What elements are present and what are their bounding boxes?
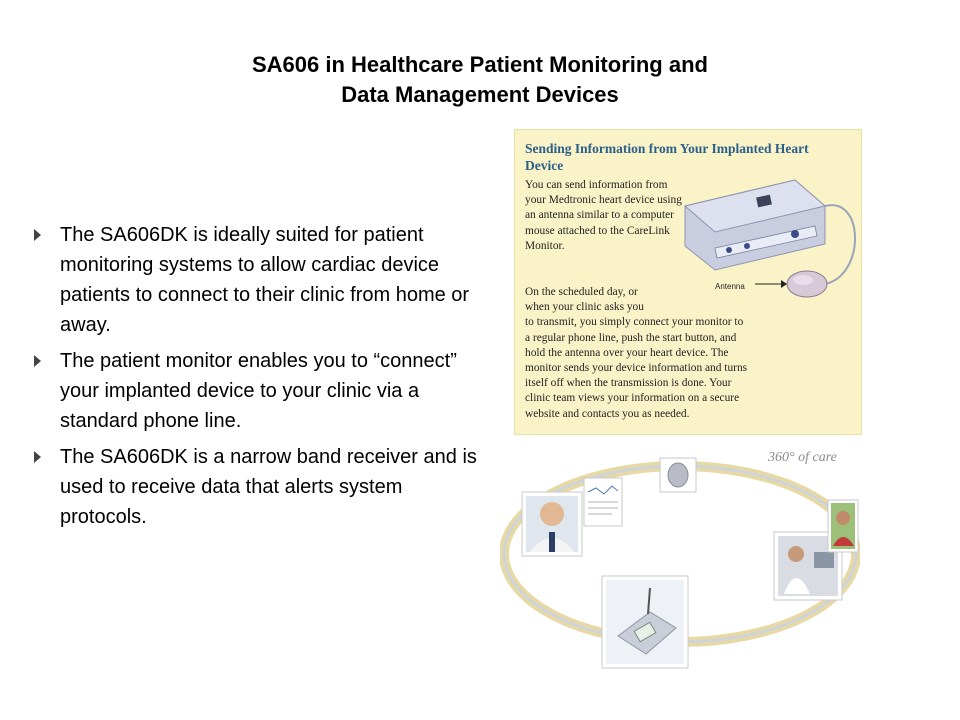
panel-line: monitor sends your device information and turns <box>525 362 748 375</box>
bullet-text: The SA606DK is ideally suited for patient monitoring systems to allow cardiac device patients to connect to their clinic from home or away. <box>60 224 470 336</box>
care-cycle-illustration <box>500 436 860 700</box>
implant-device-photo <box>660 458 696 492</box>
bullet-list <box>34 220 494 538</box>
panel-title: Sending Information from Your Implanted Heart Device <box>525 141 809 173</box>
antenna-label: Antenna <box>715 282 745 291</box>
monitoring-report-document <box>584 478 622 526</box>
carelink-monitor-illustration <box>675 166 863 298</box>
panel-line: On the scheduled day, or <box>525 286 638 298</box>
panel-line: when your clinic asks you <box>525 301 644 314</box>
bullet-item <box>34 442 494 532</box>
panel-paragraph-2 <box>525 285 855 422</box>
panel-line: website and contacts you as needed. <box>525 407 690 420</box>
doctor-photo <box>522 492 582 556</box>
bullet-item <box>34 346 494 436</box>
bullet-item <box>34 220 494 340</box>
support-agent-photo <box>828 500 858 552</box>
panel-paragraph-1: You can send information from your Medtronic heart device using an antenna similar to a computer mouse attached to the CareLink Monitor. <box>525 179 682 252</box>
bullet-text: The SA606DK is a narrow band receiver and is used to receive data that alerts system protocols. <box>60 446 477 528</box>
panel-line: itself off when the transmission is done. Your <box>525 377 732 390</box>
triangle-bullet-icon <box>34 229 41 241</box>
carelink-info-panel <box>514 129 862 435</box>
triangle-bullet-icon <box>34 355 41 367</box>
triangle-bullet-icon <box>34 451 41 463</box>
panel-line: clinic team views your information on a secure <box>525 392 740 405</box>
slide-title-line-2: Data Management Devices <box>341 82 619 107</box>
care-cycle-label: 360° of care <box>768 450 837 465</box>
slide-title-line-1: SA606 in Healthcare Patient Monitoring and <box>252 52 708 77</box>
panel-line: a regular phone line, push the start button, and <box>525 331 737 344</box>
bullet-text: The patient monitor enables you to “connect” your implanted device to your clinic via a standard phone line. <box>60 350 457 432</box>
home-monitor-photo <box>602 576 688 668</box>
panel-line: to transmit, you simply connect your monitor to <box>525 316 744 329</box>
slide-title <box>0 50 960 110</box>
panel-line: hold the antenna over your heart device. The <box>525 346 729 359</box>
